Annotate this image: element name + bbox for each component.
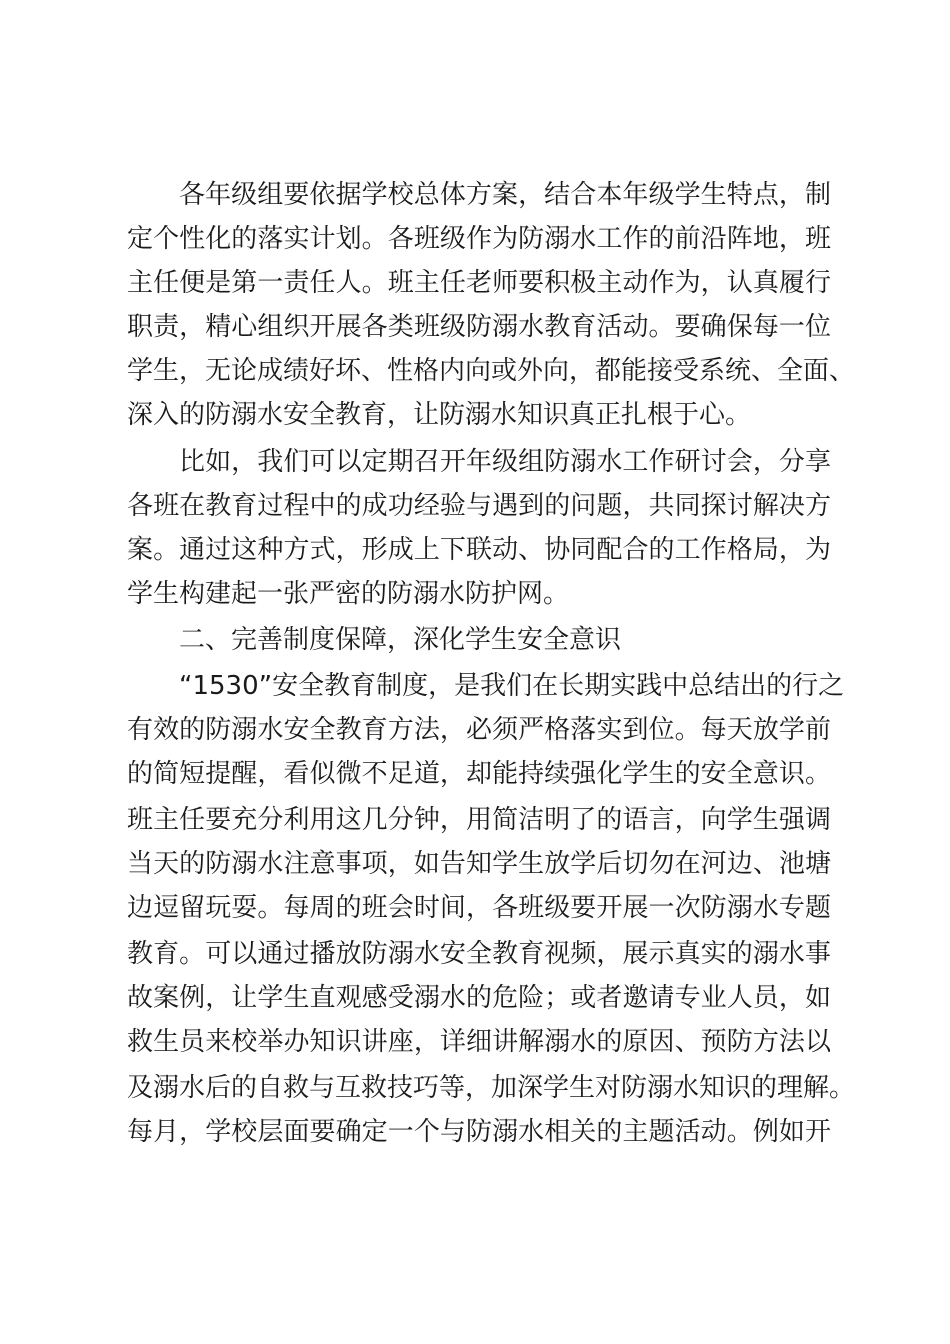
paragraph-3-line-6: 边逗留玩耍。每周的班会时间，各班级要开展一次防溺水专题 [127, 893, 831, 923]
paragraph-1-line-1: 各年级组要依据学校总体方案，结合本年级学生特点，制 [179, 180, 831, 210]
paragraph-2-line-1: 比如，我们可以定期召开年级组防溺水工作研讨会，分享 [179, 447, 831, 477]
paragraph-3-line-5: 当天的防溺水注意事项，如告知学生放学后切勿在河边、池塘 [127, 849, 831, 879]
paragraph-3-line-1: “1530”安全教育制度，是我们在长期实践中总结出的行之 [179, 671, 845, 701]
paragraph-3-line-10: 及溺水后的自救与互救技巧等，加深学生对防溺水知识的理解。 [127, 1073, 856, 1103]
paragraph-3-line-4: 班主任要充分利用这几分钟，用简洁明了的语言，向学生强调 [127, 805, 831, 835]
paragraph-3-line-8: 故案例，让学生直观感受溺水的危险；或者邀请专业人员，如 [127, 983, 831, 1013]
paragraph-3-line-9: 救生员来校举办知识讲座，详细讲解溺水的原因、预防方法以 [127, 1027, 831, 1057]
paragraph-1-line-4: 职责，精心组织开展各类班级防溺水教育活动。要确保每一位 [127, 312, 831, 342]
section-heading: 二、完善制度保障，深化学生安全意识 [179, 625, 622, 655]
paragraph-2-line-4: 学生构建起一张严密的防溺水防护网。 [127, 579, 570, 609]
paragraph-3-line-11: 每月，学校层面要确定一个与防溺水相关的主题活动。例如开 [127, 1117, 831, 1147]
paragraph-2-line-3: 案。通过这种方式，形成上下联动、协同配合的工作格局，为 [127, 535, 831, 565]
paragraph-1-line-3: 主任便是第一责任人。班主任老师要积极主动作为，认真履行 [127, 268, 831, 298]
paragraph-3-line-7: 教育。可以通过播放防溺水安全教育视频，展示真实的溺水事 [127, 939, 831, 969]
paragraph-1-line-6: 深入的防溺水安全教育，让防溺水知识真正扎根于心。 [127, 400, 752, 430]
paragraph-3-line-3: 的简短提醒，看似微不足道，却能持续强化学生的安全意识。 [127, 759, 831, 789]
paragraph-1-line-5: 学生，无论成绩好坏、性格内向或外向，都能接受系统、全面、 [127, 356, 856, 386]
paragraph-1-line-2: 定个性化的落实计划。各班级作为防溺水工作的前沿阵地，班 [127, 224, 831, 254]
paragraph-2-line-2: 各班在教育过程中的成功经验与遇到的问题，共同探讨解决方 [127, 491, 831, 521]
paragraph-3-line-2: 有效的防溺水安全教育方法，必须严格落实到位。每天放学前 [127, 715, 831, 745]
